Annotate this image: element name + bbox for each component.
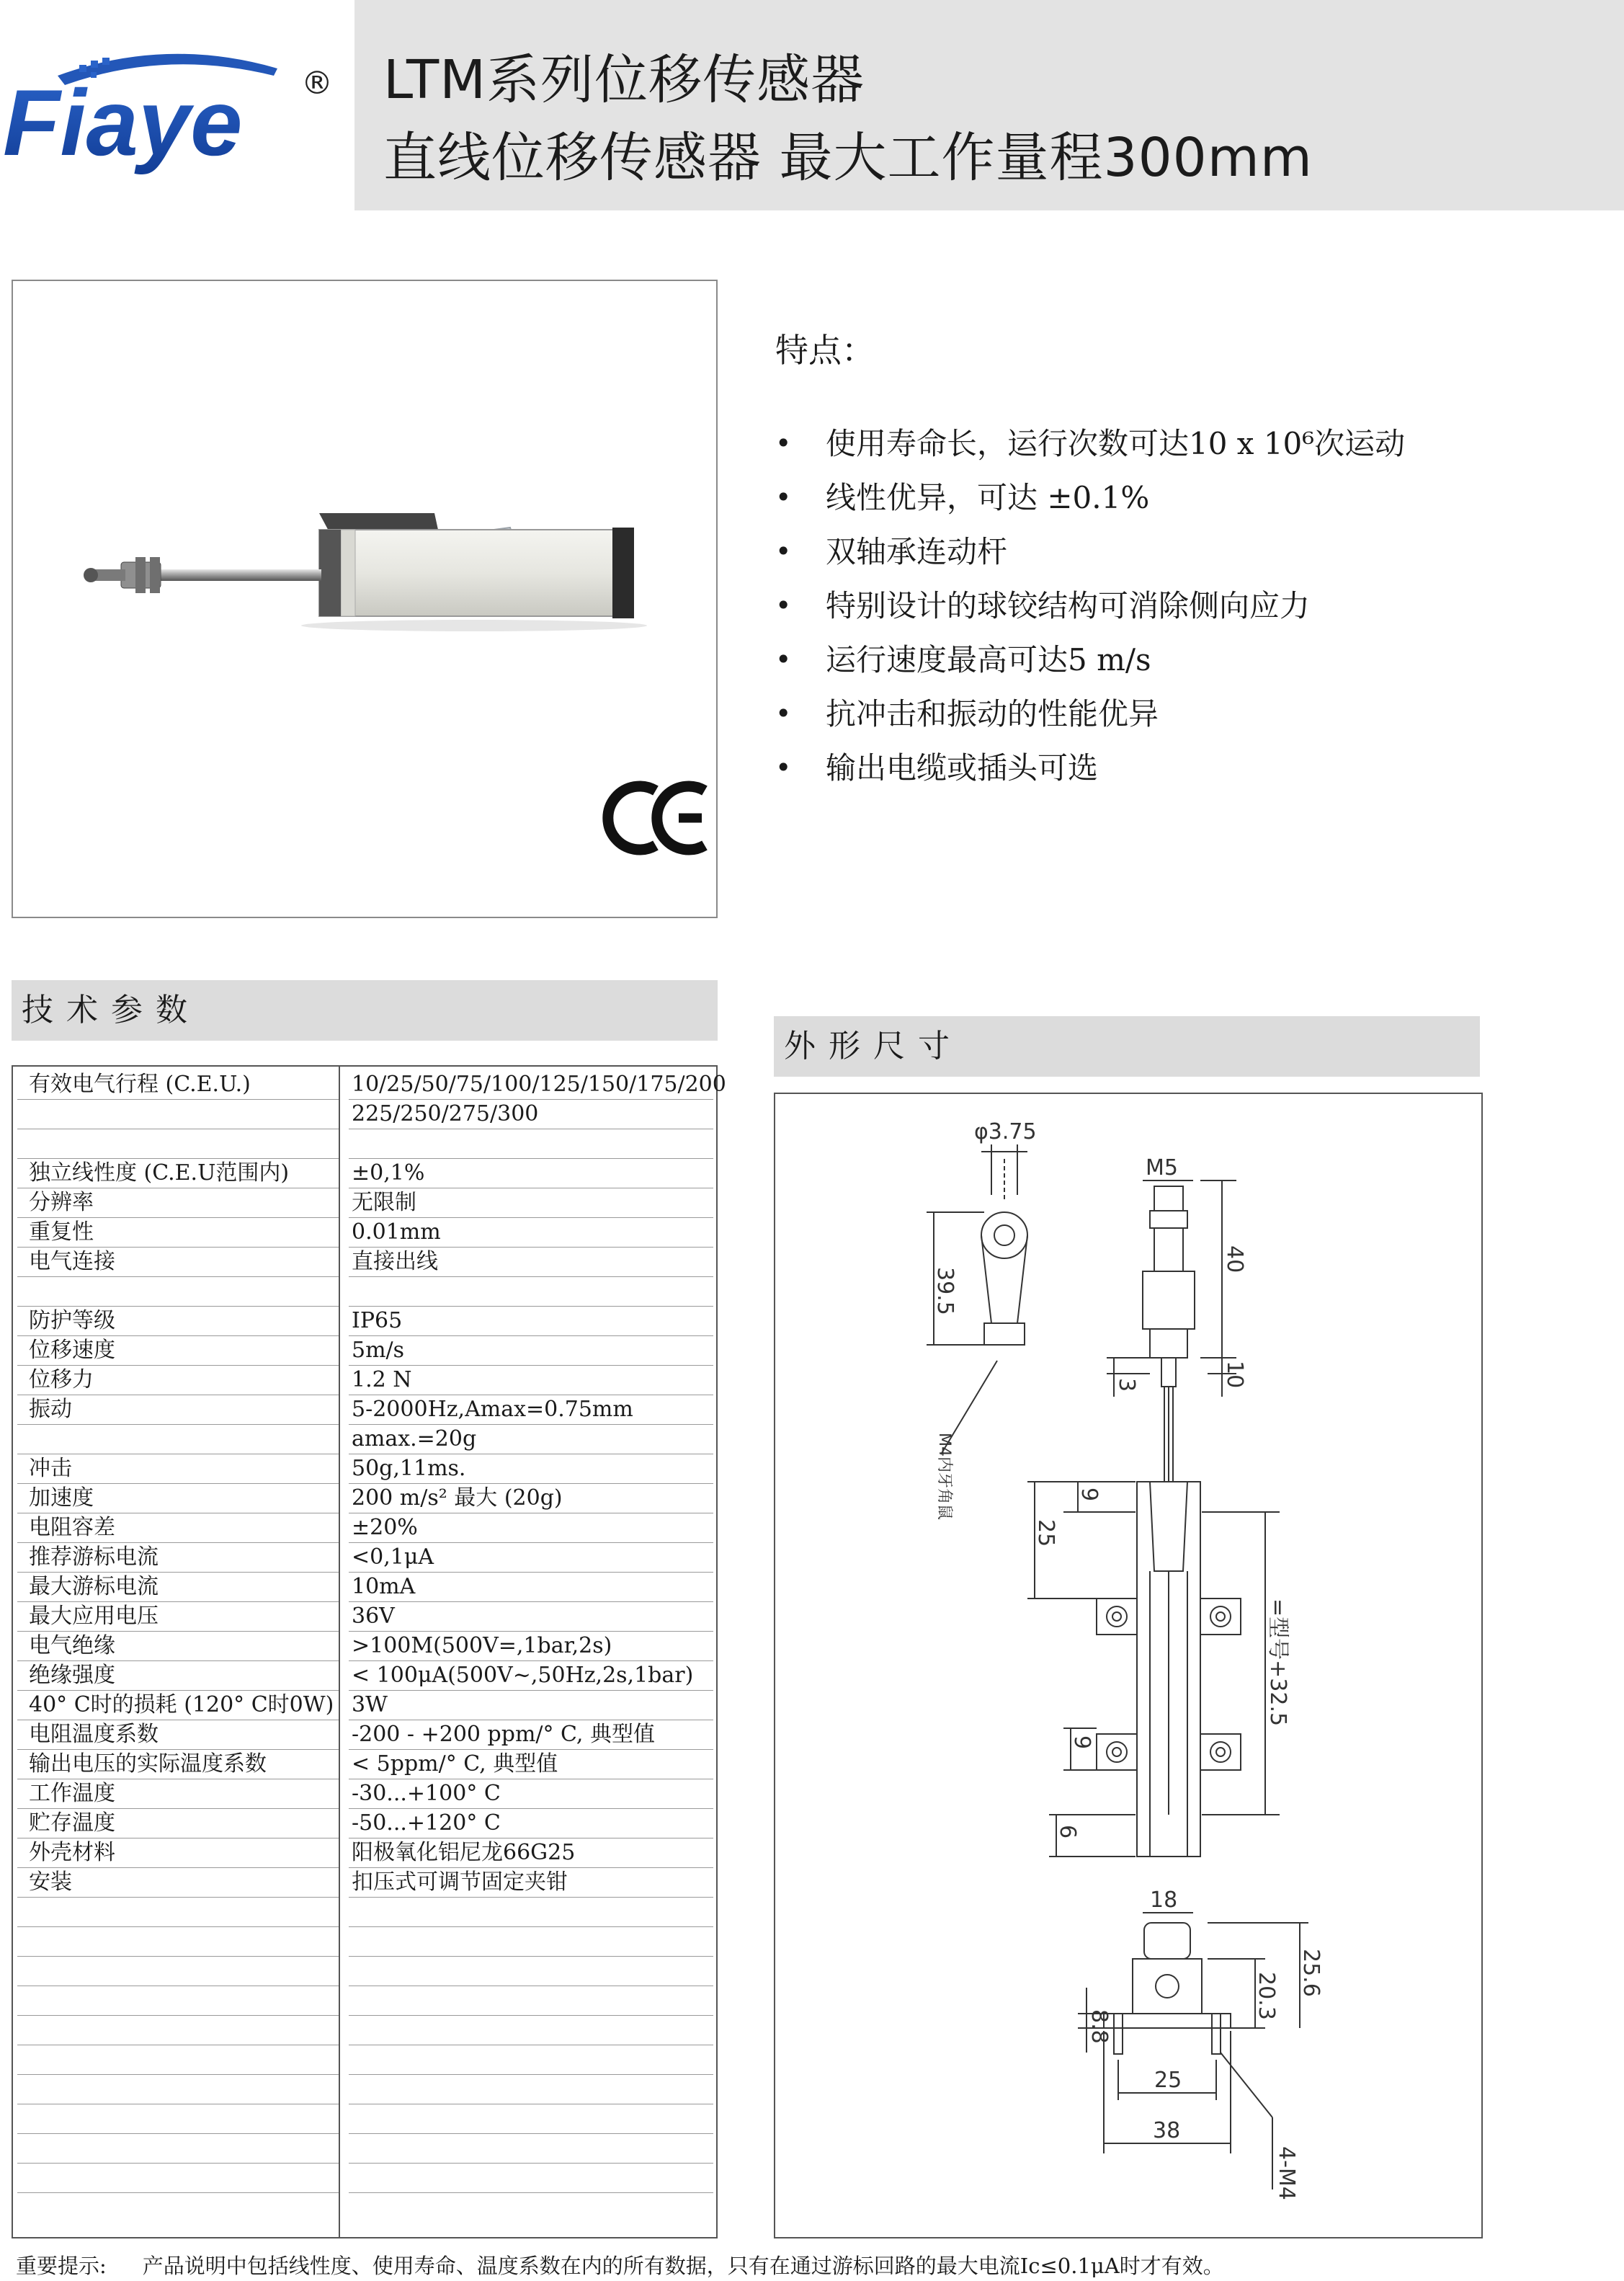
spec-param: 电气连接 xyxy=(29,1249,115,1274)
dim-hole-dia-label: φ3.75 xyxy=(974,1119,1037,1144)
spec-param: 工作温度 xyxy=(29,1781,115,1806)
table-row-line xyxy=(17,2074,713,2075)
spec-value: 直接出线 xyxy=(352,1249,438,1274)
spec-value: 5-2000Hz,Amax=0.75mm xyxy=(352,1397,633,1422)
spec-table xyxy=(12,1065,726,2238)
spec-param: 绝缘强度 xyxy=(29,1663,115,1688)
dim-gap-10-label: 10 xyxy=(1222,1361,1247,1389)
spec-value: -30...+100° C xyxy=(352,1781,501,1806)
dim-top-len-label: 40 xyxy=(1222,1245,1247,1273)
spec-value: 10/25/50/75/100/125/150/175/200 xyxy=(352,1072,726,1097)
spec-param: 防护等级 xyxy=(29,1308,115,1333)
table-row xyxy=(13,1099,716,1129)
spec-param: 加速度 xyxy=(29,1485,94,1511)
end-view xyxy=(1078,1888,1324,2200)
ce-mark-icon xyxy=(608,786,705,850)
table-row-line xyxy=(17,2163,713,2164)
spec-value: 5m/s xyxy=(352,1338,405,1363)
bullet-icon: • xyxy=(775,698,792,729)
spec-param: 40° C时的损耗 (120° C时0W) xyxy=(29,1692,334,1717)
table-row-line xyxy=(17,2192,713,2193)
table-row xyxy=(13,1188,716,1217)
page-title: LTM系列位移传感器 xyxy=(383,49,865,111)
bullet-icon: • xyxy=(775,590,792,621)
brand-name: Fiaye xyxy=(3,70,243,175)
spec-param: 推荐游标电流 xyxy=(29,1544,159,1570)
bullet-icon: • xyxy=(775,535,792,567)
table-row xyxy=(13,1690,716,1720)
table-row xyxy=(13,1483,716,1513)
table-row xyxy=(13,1306,716,1335)
spec-param: 最大应用电压 xyxy=(29,1604,159,1629)
spec-value: 1.2 N xyxy=(352,1367,412,1392)
table-row xyxy=(13,1779,716,1808)
dim-25-label: 25 xyxy=(1033,1519,1058,1547)
table-row xyxy=(13,1424,716,1454)
spec-param: 振动 xyxy=(29,1397,72,1422)
table-row xyxy=(13,1660,716,1690)
dimension-drawing-frame xyxy=(774,1093,1483,2238)
table-row xyxy=(13,1129,716,1158)
table-row-line xyxy=(17,2015,713,2016)
spec-value: 225/250/275/300 xyxy=(352,1101,539,1126)
table-row xyxy=(13,1572,716,1601)
dim-h20-label: 20.3 xyxy=(1254,1972,1279,2020)
table-row xyxy=(13,1335,716,1365)
footer-label: 重要提示: xyxy=(16,2254,107,2278)
bullet-icon: • xyxy=(775,481,792,513)
table-row xyxy=(13,1276,716,1306)
spec-value: <0,1μA xyxy=(352,1544,434,1570)
table-row xyxy=(13,1513,716,1542)
spec-table-divider xyxy=(339,1065,340,2238)
table-row xyxy=(13,1542,716,1572)
spec-value: -200 - +200 ppm/° C, 典型值 xyxy=(352,1722,655,1747)
spec-value: 50g,11ms. xyxy=(352,1456,466,1481)
features-title: 特点： xyxy=(775,331,875,370)
feature-item: • 抗冲击和振动的性能优异 xyxy=(775,687,1405,741)
table-row xyxy=(13,1217,716,1247)
table-row xyxy=(13,1365,716,1395)
table-row xyxy=(13,1838,716,1867)
spec-value: 10mA xyxy=(352,1574,416,1599)
table-row xyxy=(13,1720,716,1749)
spec-param: 位移速度 xyxy=(29,1338,115,1363)
spec-value: ±0,1% xyxy=(352,1160,425,1186)
spec-value: 扣压式可调节固定夹钳 xyxy=(352,1869,568,1895)
registered-mark: ® xyxy=(301,65,333,102)
bullet-icon: • xyxy=(775,427,792,459)
table-row xyxy=(13,1070,726,1099)
spec-param: 电气绝缘 xyxy=(29,1633,115,1658)
spec-value: ±20% xyxy=(352,1515,418,1540)
spec-param: 重复性 xyxy=(29,1219,94,1245)
feature-item: • 线性优异，可达 ±0.1% xyxy=(775,471,1405,525)
spec-value: 36V xyxy=(352,1604,395,1629)
feature-item: • 运行速度最高可达5 m/s xyxy=(775,633,1405,687)
spec-value: 无限制 xyxy=(352,1190,416,1215)
dim-thread-note-label: M4内牙角鼠 xyxy=(935,1433,953,1520)
brand-logo xyxy=(0,36,339,180)
spec-value: 200 m/s² 最大 (20g) xyxy=(352,1485,563,1511)
spec-value: 0.01mm xyxy=(352,1219,441,1245)
spec-value: < 5ppm/° C, 典型值 xyxy=(352,1751,558,1777)
table-row xyxy=(13,1749,716,1779)
spec-value: amax.=20g xyxy=(352,1426,477,1451)
dim-holes-label: 4-M4 xyxy=(1274,2146,1299,2200)
table-row xyxy=(13,1158,716,1188)
dim-w38-label: 38 xyxy=(1153,2118,1181,2143)
spec-param: 位移力 xyxy=(29,1367,94,1392)
dim-total-label: =型号+32.5 xyxy=(1265,1599,1290,1727)
dimension-section-title: 外形尺寸 xyxy=(774,1016,1480,1077)
spec-value: < 100μA(500V~,50Hz,2s,1bar) xyxy=(352,1663,694,1688)
table-row-line xyxy=(17,2133,713,2134)
table-row-line xyxy=(17,1897,713,1898)
table-row-line xyxy=(17,1956,713,1957)
spec-section-title: 技术参数 xyxy=(12,980,718,1041)
dim-eye-height-label: 39.5 xyxy=(932,1267,958,1315)
spec-param: 贮存温度 xyxy=(29,1810,115,1836)
bullet-icon: • xyxy=(775,752,792,783)
spec-param: 电阻容差 xyxy=(29,1515,115,1540)
dim-6-label: 6 xyxy=(1055,1825,1080,1839)
dim-h8-label: 8.8 xyxy=(1087,2009,1112,2044)
table-row xyxy=(13,1601,716,1631)
spec-param: 输出电压的实际温度系数 xyxy=(29,1751,267,1777)
spec-param: 安装 xyxy=(29,1869,72,1895)
rod-eye-detail xyxy=(927,1119,1037,1520)
dim-gap-3-label: 3 xyxy=(1114,1378,1139,1392)
spec-param: 外壳材料 xyxy=(29,1840,115,1865)
spec-param: 最大游标电流 xyxy=(29,1574,159,1599)
spec-param: 电阻温度系数 xyxy=(29,1722,159,1747)
feature-item: • 双轴承连动杆 xyxy=(775,525,1405,579)
bullet-icon: • xyxy=(775,644,792,675)
dim-h25-label: 25.6 xyxy=(1298,1949,1324,1997)
footer-note xyxy=(16,2250,1224,2280)
spec-value: >100M(500V=,1bar,2s) xyxy=(352,1633,612,1658)
spec-value: 阳极氧化铝尼龙66G25 xyxy=(352,1840,576,1865)
product-photo xyxy=(13,281,716,917)
table-row xyxy=(13,1631,716,1660)
dim-w25-label: 25 xyxy=(1154,2068,1182,2093)
table-row-line xyxy=(17,1926,713,1927)
features-list xyxy=(775,417,1405,795)
table-row xyxy=(13,1454,716,1483)
spec-value: IP65 xyxy=(352,1308,403,1333)
footer-text: 产品说明中包括线性度、使用寿命、温度系数在内的所有数据，只有在通过游标回路的最大电流Ic≤0.1μA时才有效。 xyxy=(142,2254,1224,2278)
table-row xyxy=(13,1247,716,1276)
side-view xyxy=(1027,1155,1290,1857)
dim-w18-label: 18 xyxy=(1150,1888,1178,1913)
feature-item: • 使用寿命长，运行次数可达10 x 10⁶次运动 xyxy=(775,417,1405,471)
table-row xyxy=(13,1808,716,1838)
dim-9b-label: 9 xyxy=(1069,1735,1094,1750)
spec-value: -50...+120° C xyxy=(352,1810,501,1836)
table-row xyxy=(13,1867,716,1897)
dim-thread-label: M5 xyxy=(1146,1155,1178,1180)
spec-value: 3W xyxy=(352,1692,388,1717)
dimension-drawing xyxy=(775,1094,1481,2237)
spec-param: 独立线性度 (C.E.U范围内) xyxy=(29,1160,290,1186)
spec-param: 有效电气行程 (C.E.U.) xyxy=(29,1072,251,1097)
dim-9a-label: 9 xyxy=(1076,1488,1102,1502)
spec-param: 分辨率 xyxy=(29,1190,94,1215)
feature-item: • 特别设计的球铰结构可消除侧向应力 xyxy=(775,579,1405,633)
feature-item: • 输出电缆或插头可选 xyxy=(775,741,1405,795)
product-photo-frame xyxy=(12,280,718,918)
table-row xyxy=(13,1395,716,1424)
page-subtitle: 直线位移传感器 最大工作量程300mm xyxy=(383,127,1313,189)
spec-param: 冲击 xyxy=(29,1456,72,1481)
